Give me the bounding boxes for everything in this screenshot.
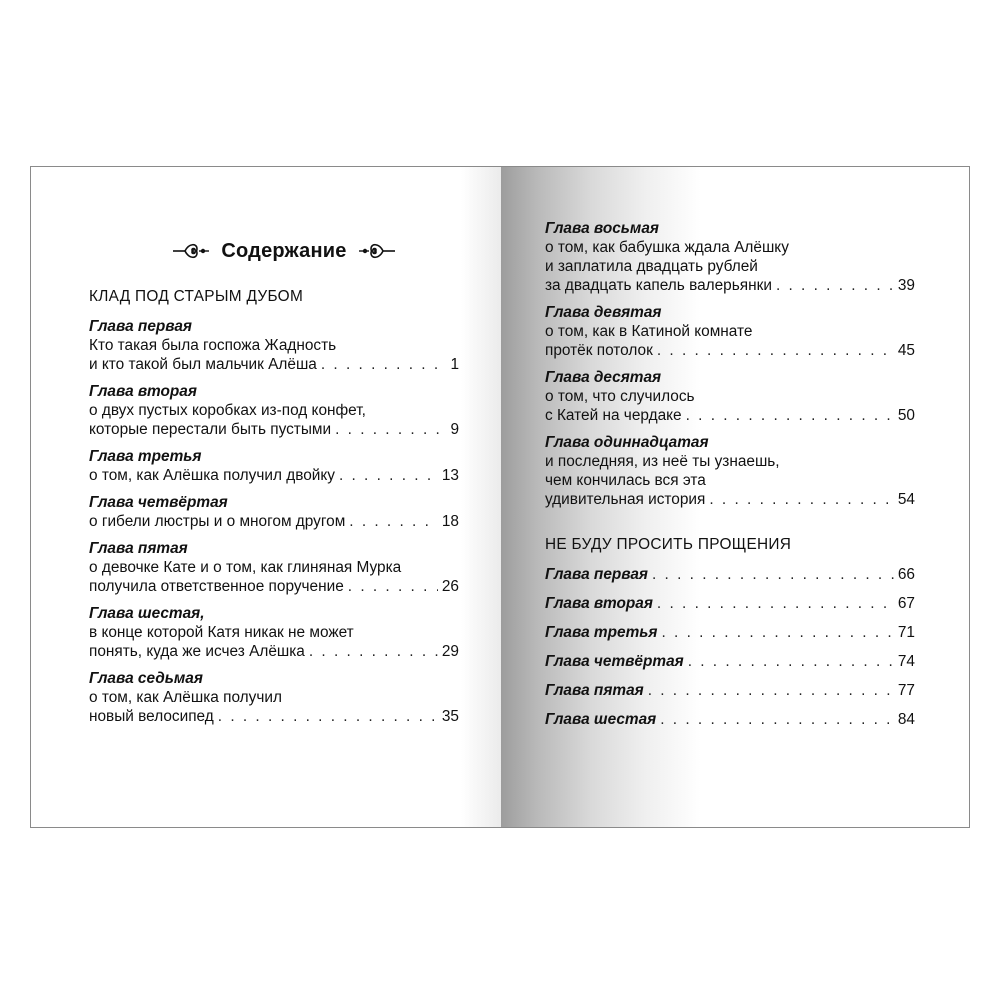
chapter-row [545, 652, 915, 671]
chapter-title: Глава восьмая [545, 220, 659, 237]
chapter-title: Глава шестая, [89, 605, 205, 622]
dot-leader [661, 623, 893, 642]
chapter-subtitle-line: в конце которой Катя никак не может [89, 624, 354, 641]
chapter-row [545, 623, 915, 642]
dot-leader [686, 406, 894, 425]
toc-entry [545, 681, 915, 700]
chapter-subtitle-line: и последняя, из неё ты узнаешь, [545, 453, 780, 470]
toc-entry [545, 623, 915, 642]
page-number: 71 [897, 624, 915, 641]
chapter-title: Глава пятая [89, 540, 188, 557]
chapter-row [545, 594, 915, 613]
dot-leader [309, 642, 438, 661]
page-number: 84 [897, 711, 915, 728]
chapter-subtitle-line: которые перестали быть пустыми [89, 421, 332, 438]
contents-heading [109, 237, 459, 265]
chapter-last-line [89, 512, 459, 531]
chapter-last-line [89, 577, 459, 596]
chapter-title: Глава десятая [545, 369, 662, 386]
chapter-subtitle-line: за двадцать капель валерьянки [545, 277, 772, 294]
book-spread [30, 166, 970, 828]
chapter-title: Глава вторая [89, 383, 197, 400]
chapter-subtitle-line: о девочке Кате и о том, как глиняная Мурка [89, 559, 402, 576]
chapter-list [545, 219, 915, 509]
dot-leader [218, 707, 438, 726]
toc-entry [89, 447, 459, 485]
chapter-title: Глава седьмая [89, 670, 203, 687]
left-page [89, 237, 459, 734]
part-title: КЛАД ПОД СТАРЫМ ДУБОМ [89, 288, 304, 305]
page-number: 18 [441, 513, 459, 530]
chapter-last-line [545, 490, 915, 509]
page-number: 66 [897, 566, 915, 583]
chapter-last-line [89, 420, 459, 439]
page-number: 54 [897, 491, 915, 508]
dot-leader [349, 512, 438, 531]
chapter-list [89, 317, 459, 726]
toc-entry [545, 710, 915, 729]
contents-title: Содержание [221, 239, 347, 262]
toc-entry [545, 368, 915, 425]
chapter-subtitle-line: о том, как Алёшка получил двойку [89, 467, 335, 484]
page-number: 26 [441, 578, 459, 595]
chapter-title: Глава одиннадцатая [545, 434, 709, 451]
toc-entry [89, 539, 459, 596]
chapter-row [545, 681, 915, 700]
chapter-subtitle-line: о том, как Алёшка получил [89, 689, 282, 706]
chapter-list [545, 565, 915, 729]
chapter-subtitle-line: о том, как в Катиной комнате [545, 323, 753, 340]
chapter-last-line [89, 707, 459, 726]
chapter-subtitle-line: о двух пустых коробках из-под конфет, [89, 402, 366, 419]
dot-leader [657, 341, 894, 360]
chapter-subtitle-line: чем кончилась вся эта [545, 472, 706, 489]
chapter-last-line [545, 406, 915, 425]
page-number: 1 [450, 356, 459, 373]
dot-leader [688, 652, 894, 671]
chapter-title: Глава третья [545, 624, 658, 641]
right-flourish-icon [357, 240, 397, 262]
chapter-title: Глава четвёртая [545, 653, 684, 670]
chapter-subtitle-line: Кто такая была госпожа Жадность [89, 337, 337, 354]
toc-entry [89, 317, 459, 374]
dot-leader [660, 710, 894, 729]
toc-entry [545, 652, 915, 671]
toc-entry [545, 219, 915, 295]
left-page-edge [461, 167, 501, 827]
toc-entry [89, 493, 459, 531]
chapter-row [545, 565, 915, 584]
dot-leader [776, 276, 894, 295]
page-number: 13 [441, 467, 459, 484]
chapter-subtitle-line: о том, что случилось [545, 388, 695, 405]
page-number: 9 [450, 421, 459, 438]
chapter-subtitle-line: о гибели люстры и о многом другом [89, 513, 346, 530]
chapter-last-line [545, 341, 915, 360]
chapter-subtitle-line: с Катей на чердаке [545, 407, 682, 424]
chapter-subtitle-line: и заплатила двадцать рублей [545, 258, 758, 275]
chapter-subtitle-line: удивительная история [545, 491, 706, 508]
page-number: 77 [897, 682, 915, 699]
page-number: 50 [897, 407, 915, 424]
dot-leader [709, 490, 894, 509]
toc-entry [545, 565, 915, 584]
left-flourish-icon [171, 240, 211, 262]
page-number: 35 [441, 708, 459, 725]
dot-leader [648, 681, 894, 700]
chapter-subtitle-line: понять, куда же исчез Алёшка [89, 643, 305, 660]
chapter-title: Глава шестая [545, 711, 657, 728]
dot-leader [652, 565, 894, 584]
chapter-title: Глава пятая [545, 682, 644, 699]
toc-entry [89, 669, 459, 726]
toc-entry [545, 594, 915, 613]
chapter-last-line [89, 355, 459, 374]
part-title: НЕ БУДУ ПРОСИТЬ ПРОЩЕНИЯ [545, 536, 792, 553]
dot-leader [335, 420, 439, 439]
chapter-subtitle-line: и кто такой был мальчик Алёша [89, 356, 317, 373]
chapter-title: Глава первая [545, 566, 648, 583]
chapter-title: Глава девятая [545, 304, 662, 321]
dot-leader [348, 577, 438, 596]
chapter-subtitle-line: о том, как бабушка ждала Алёшку [545, 239, 789, 256]
dot-leader [321, 355, 439, 374]
chapter-title: Глава третья [89, 448, 202, 465]
dot-leader [657, 594, 894, 613]
chapter-subtitle-line: протёк потолок [545, 342, 653, 359]
page-number: 39 [897, 277, 915, 294]
chapter-last-line [89, 466, 459, 485]
chapter-title: Глава первая [89, 318, 192, 335]
chapter-title: Глава вторая [545, 595, 653, 612]
toc-entry [545, 303, 915, 360]
page-number: 74 [897, 653, 915, 670]
toc-entry [89, 604, 459, 661]
chapter-last-line [545, 276, 915, 295]
chapter-subtitle-line: получила ответственное поручение [89, 578, 344, 595]
page-number: 45 [897, 342, 915, 359]
dot-leader [339, 466, 438, 485]
toc-entry [545, 433, 915, 509]
right-page [545, 219, 915, 739]
chapter-last-line [89, 642, 459, 661]
page-number: 67 [897, 595, 915, 612]
page-number: 29 [441, 643, 459, 660]
toc-entry [89, 382, 459, 439]
chapter-row [545, 710, 915, 729]
chapter-title: Глава четвёртая [89, 494, 228, 511]
chapter-subtitle-line: новый велосипед [89, 708, 214, 725]
